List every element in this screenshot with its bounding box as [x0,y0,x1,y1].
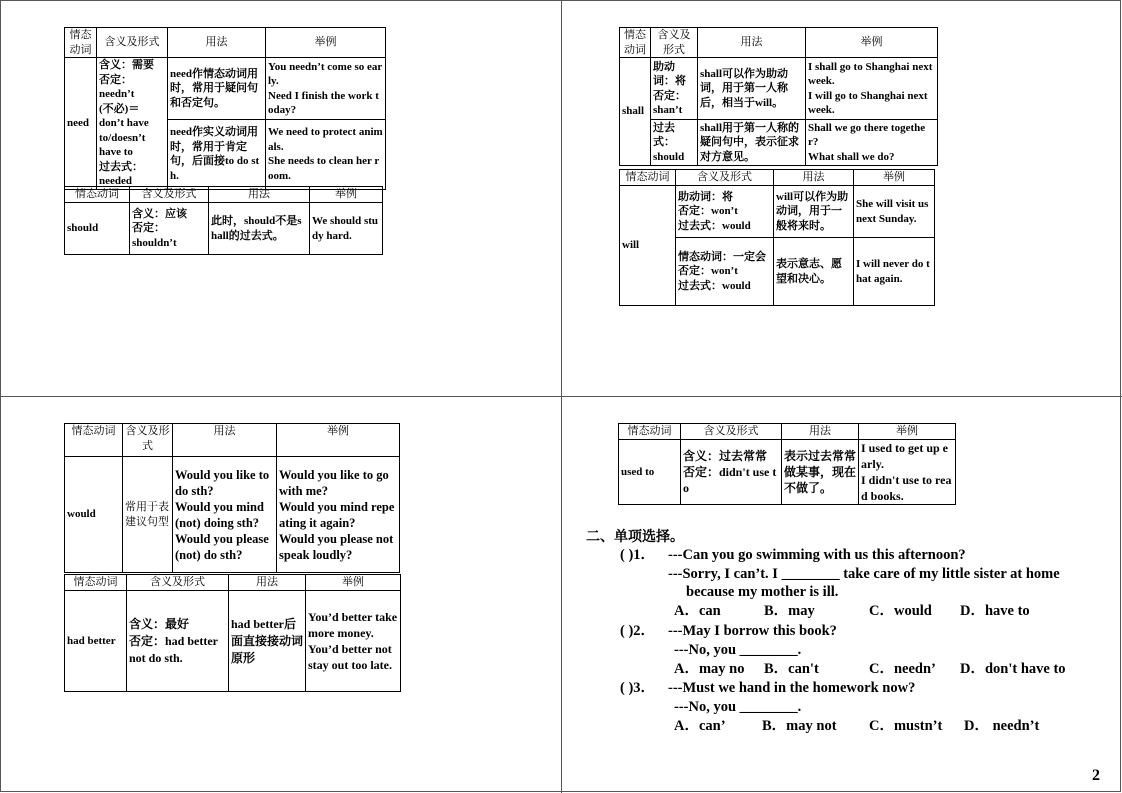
horizontal-divider [0,396,1122,397]
example-cell: Shall we go there together? What shall we do? [806,120,938,166]
header-modal-verb: 情态动词 [65,575,127,591]
header-example: 举例 [859,424,956,440]
header-usage: 用法 [168,28,266,58]
verb-cell: should [65,203,130,255]
header-modal-verb: 情态动词 [619,424,681,440]
header-usage: 用法 [229,575,306,591]
header-meaning: 含义及形式 [651,28,698,58]
header-example: 举例 [266,28,386,58]
usage-cell: Would you like to do sth? Would you mind (not) doing sth? Would you please (not) do sth? [173,457,277,573]
header-usage: 用法 [173,424,277,457]
verb-cell: need [65,58,97,190]
option[interactable]: A．may no [674,661,745,677]
example-cell: You needn’t come so early. Need I finish the work today? [266,58,386,120]
header-meaning: 含义及形式 [97,28,168,58]
option[interactable]: B．may not [762,718,837,734]
header-example: 举例 [306,575,401,591]
option[interactable]: D．have to [960,603,1030,619]
had-better-table [64,574,401,692]
usage-cell: will可以作为助动词，用于一般将来时。 [774,186,854,238]
section-title: 二、单项选择。 [586,529,684,545]
example-cell: I will never do that again. [854,238,935,306]
option[interactable]: B．can't [764,661,819,677]
question-line: ---No, you ________. [674,642,802,658]
verb-cell: used to [619,440,681,505]
answer-blank[interactable]: ( )2． [620,623,656,639]
option[interactable]: C．would [869,603,932,619]
header-meaning: 含义及形式 [123,424,173,457]
question-line: ---May I borrow this book? [668,623,837,639]
forms-cell: 含义：应该 否定： shouldn’t [130,203,209,255]
example-cell: She will visit us next Sunday. [854,186,935,238]
usage-cell: had better后面直接接动词原形 [229,591,306,692]
forms-cell: 助动词：将 否定：won’t 过去式：would [676,186,774,238]
verb-cell: would [65,457,123,573]
usage-cell: need作实义动词用时，常用于肯定句，后面接to do sth. [168,120,266,189]
used-to-table [618,423,956,505]
header-usage: 用法 [782,424,859,440]
forms-cell: 常用于表建议句型 [123,457,173,573]
example-cell: You’d better take more money. You’d better not stay out too late. [306,591,401,692]
usage-cell: 表示意志、愿望和决心。 [774,238,854,306]
shall-table [619,27,938,166]
example-cell: I used to get up early. I didn't use to read books. [859,440,956,505]
header-usage: 用法 [774,170,854,186]
header-modal-verb: 情态动词 [65,187,130,203]
header-example: 举例 [310,187,383,203]
forms-cell: 情态动词：一定会 否定：won’t 过去式：would [676,238,774,306]
forms-cell: 含义：过去常常 否定：didn't use to [681,440,782,505]
usage-cell: 表示过去常常做某事，现在不做了。 [782,440,859,505]
forms-cell: 过去式： should [651,120,698,166]
should-table [64,186,383,255]
header-modal-verb: 情态动词 [65,424,123,457]
option[interactable]: A．can’ [674,718,726,734]
usage-cell: shall用于第一人称的疑问句中，表示征求对方意见。 [698,120,806,166]
option[interactable]: A．can [674,603,721,619]
option[interactable]: C．needn’ [869,661,936,677]
option[interactable]: D． needn’t [964,718,1040,734]
header-usage: 用法 [209,187,310,203]
header-meaning: 含义及形式 [127,575,229,591]
example-cell: Would you like to go with me? Would you mind repeating it again? Would you please not speak loudly? [277,457,400,573]
header-modal-verb: 情态动词 [620,170,676,186]
verb-cell: will [620,186,676,306]
verb-cell: shall [620,58,651,166]
question-line: ---No, you ________. [674,699,802,715]
answer-blank[interactable]: ( )1． [620,547,656,563]
header-modal-verb: 情态动词 [65,28,97,58]
example-cell: I shall go to Shanghai next week. I will go to Shanghai next week. [806,58,938,120]
header-example: 举例 [277,424,400,457]
header-modal-verb: 情态动词 [620,28,651,58]
header-meaning: 含义及形式 [130,187,209,203]
will-table [619,169,935,306]
option[interactable]: C．mustn’t [869,718,943,734]
verb-cell: had better [65,591,127,692]
question-line: because my mother is ill. [686,584,839,600]
header-usage: 用法 [698,28,806,58]
usage-cell: need作情态动词用时，常用于疑问句和否定句。 [168,58,266,120]
need-table [64,27,386,190]
example-cell: We need to protect animals. She needs to clean her room. [266,120,386,189]
option[interactable]: D．don't have to [960,661,1066,677]
option[interactable]: B．may [764,603,815,619]
header-meaning: 含义及形式 [681,424,782,440]
header-example: 举例 [854,170,935,186]
page-number: 2 [1092,767,1100,784]
usage-cell: shall可以作为助动词，用于第一人称后，相当于will。 [698,58,806,120]
usage-cell: 此时，should不是shall的过去式。 [209,203,310,255]
answer-blank[interactable]: ( )3． [620,680,656,696]
header-example: 举例 [806,28,938,58]
question-line: ---Sorry, I can’t. I ________ take care of my little sister at home [668,566,1060,582]
question-line: ---Can you go swimming with us this afternoon? [668,547,966,563]
forms-cell: 含义：最好 否定：had better not do sth. [127,591,229,692]
forms-cell: 助动词：将 否定： shan’t [651,58,698,120]
example-cell: We should study hard. [310,203,383,255]
question-line: ---Must we hand in the homework now? [668,680,916,696]
would-table [64,423,400,573]
header-meaning: 含义及形式 [676,170,774,186]
forms-cell: 含义：需要 否定： needn’t (不必)＝ don’t have to/doesn’t have to 过去式： needed [97,58,168,190]
